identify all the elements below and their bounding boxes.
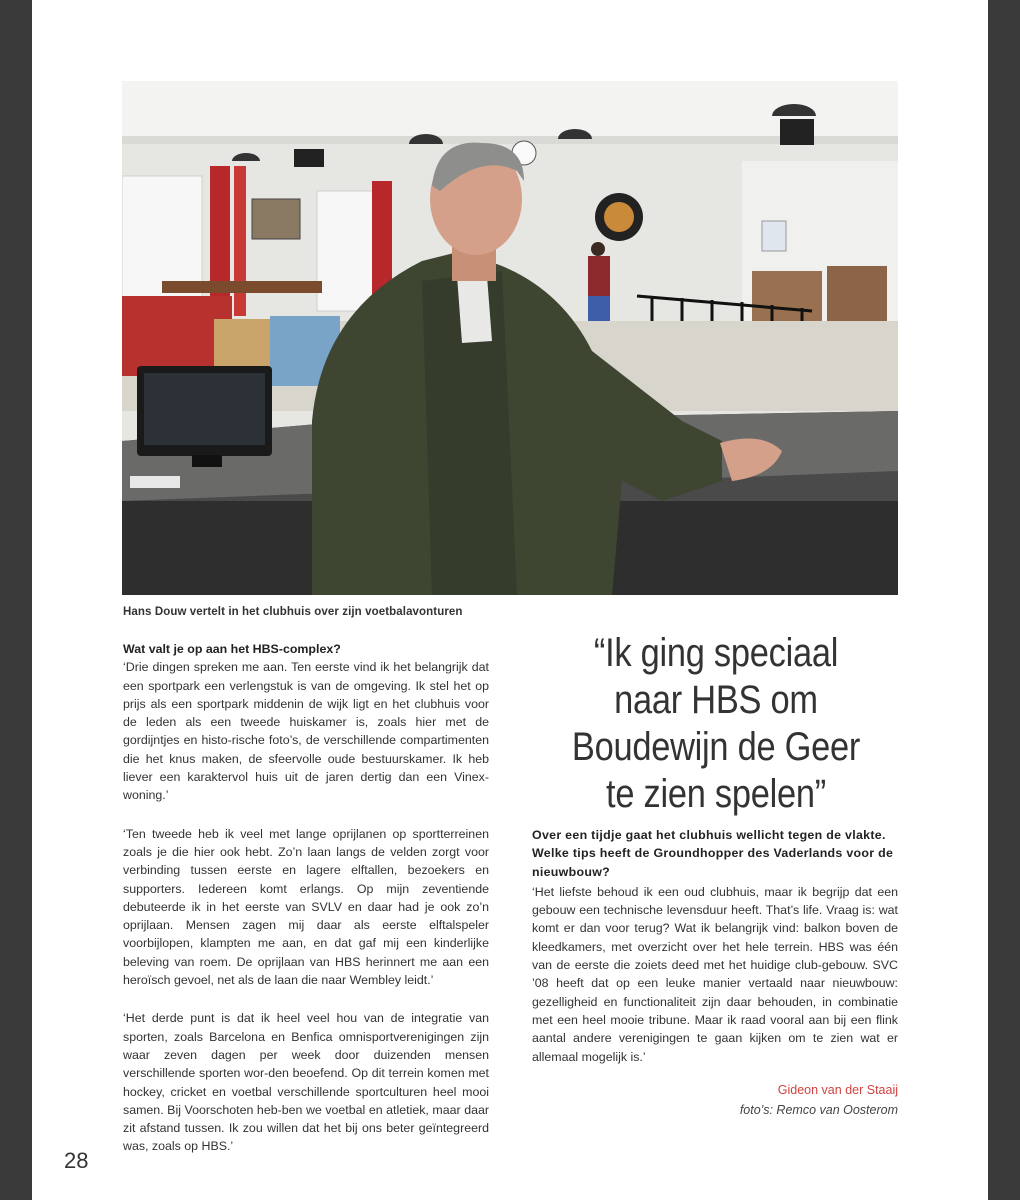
photo-credit: foto’s: Remco van Oosterom [739,1103,898,1117]
page-number: 28 [64,1148,89,1173]
pull-quote: “Ik ging speciaal naar HBS om Boudewijn de Geer te zien spelen” [571,631,861,816]
left-column [123,640,489,1176]
photo-caption: Hans Douw vertelt in het clubhuis over zijn voetbalavonturen [123,606,463,618]
paragraph: ‘Ten tweede heb ik veel met lange oprijlanen op sportterreinen zoals je die hier ook hebt. Zo’n laan langs de velden zorgt voor verbinding tussen eerste en lagere elftallen, bezoekers en supporters. Iedereen komt erlangs. Op mijn zeventiende debuteerde ik in het eerste van SVLV en daar had je ook zo’n oprijlaan. Mensen zagen mij daar als eerste elftalspeler voorbijlopen, klampten me aan, en dat gaf mij een kinderlijke beleving van roem. De oprijlaan van HBS herinnert me aan een heroïsch gevoel, net als de laan die naar Wembley leidt.’ [123,826,489,988]
question-heading: Wat valt je op aan het HBS-complex? [123,642,341,656]
paragraph: ‘Het liefste behoud ik een oud clubhuis, maar ik begrijp dat een gebouw een technische levensduur heeft. That’s life. Vraag is: wat komt er dan voor terug? Wat ik belangrijk vind: balkon boven de kleedkamers, met overzicht over het hele terrein. HBS was één van de eerste die zoiets deed met het huidige club-gebouw. SVC ’08 heeft dat op een leuke manier vertaald naar nieuwbouw: gezelligheid en functionaliteit zijn daar behouden, in combinatie met een heel mooie tribune. Maar ik raad vooral aan bij een flink aantal andere verenigingen te gaan kijken om te zien wat er allemaal mogelijk is.’ [532,884,898,1064]
article-photo [122,81,898,595]
question-heading: Over een tijdje gaat het clubhuis wellicht tegen de vlakte. Welke tips heeft de Groundhopper des Vaderlands voor de nieuwbouw? [532,828,894,879]
right-column [532,826,898,1066]
paragraph: ‘Drie dingen spreken me aan. Ten eerste vind ik het belangrijk dat een sportpark een verlengstuk is van de omgeving. Ik stel het op prijs als een sportpark middenin de wijk ligt en het clubhuis voor de leden als een tweede huiskamer is, zoals hier met de gordijntjes en histo-rische foto’s, de verschillende compartimenten die het knus maken, de sfeervolle oude bestuurskamer. Ik heb liever een karaktervol huis uit de jaren dertig dan een Vinex-woning.’ [123,660,489,803]
paragraph: ‘Het derde punt is dat ik heel veel hou van de integratie van sporten, zoals Barcelona en Benfica omnisportverenigingen zijn waar zeven dagen per week door duizenden mensen verschillende sporten wor-den beoefend. Op dit terrein komen met hockey, cricket en voetbal verschillende sportculturen heel mooi samen. Bij Voorschoten heb-ben we voetbal en atletiek, maar daar zit afstand tussen. Ik zou willen dat het bij ons beter geïntegreerd was, zoals op HBS.’ [123,1011,489,1154]
author-credit: Gideon van der Staaij [777,1083,898,1097]
magazine-page [32,0,988,1200]
